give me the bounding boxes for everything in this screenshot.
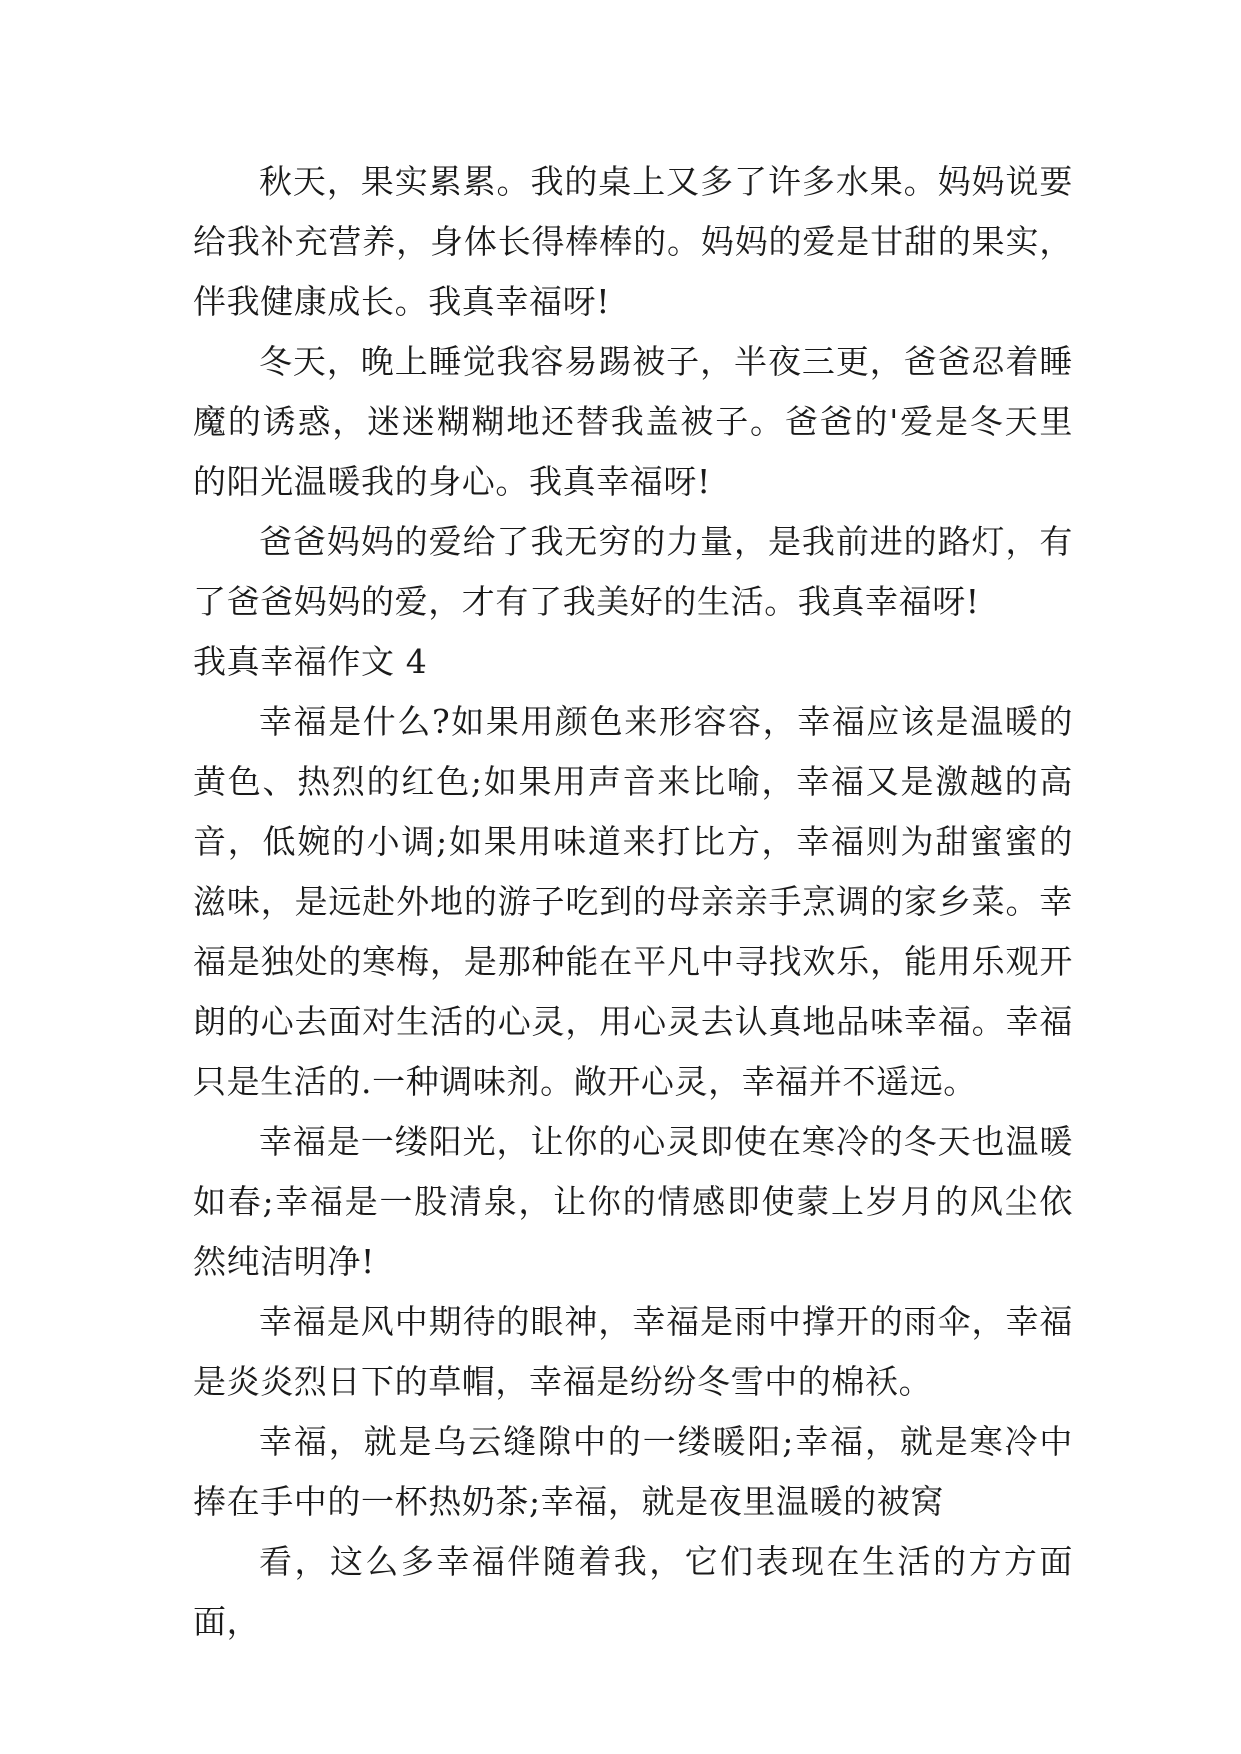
paragraph-autumn: 秋天，果实累累。我的桌上又多了许多水果。妈妈说要给我补充营养，身体长得棒棒的。妈妈的爱是甘甜的果实，伴我健康成长。我真幸福呀! [193,162,1073,321]
paragraph-sunshine: 幸福是一缕阳光，让你的心灵即使在寒冷的冬天也温暖如春;幸福是一股清泉，让你的情感即使蒙上岁月的风尘依然纯洁明净! [193,1122,1073,1281]
paragraph-warm-sun: 幸福，就是乌云缝隙中的一缕暖阳;幸福，就是寒冷中捧在手中的一杯热奶茶;幸福，就是夜里温暖的被窝 [193,1422,1073,1521]
paragraph-parents-love: 爸爸妈妈的爱给了我无穷的力量，是我前进的路灯，有了爸爸妈妈的爱，才有了我美好的生活。我真幸福呀! [193,522,1073,621]
paragraph-look: 看，这么多幸福伴随着我，它们表现在生活的方方面面， [193,1542,1073,1641]
section-title: 我真幸福作文 4 [193,642,428,681]
paragraph-eyes-umbrella: 幸福是风中期待的眼神，幸福是雨中撑开的雨伞，幸福是炎炎烈日下的草帽，幸福是纷纷冬雪中的棉袄。 [193,1302,1073,1401]
paragraph-what-is-happiness: 幸福是什么?如果用颜色来形容容，幸福应该是温暖的黄色、热烈的红色;如果用声音来比喻，幸福又是激越的高音，低婉的小调;如果用味道来打比方，幸福则为甜蜜蜜的滋味，是远赴外地的游子吃到的母亲亲手烹调的家乡菜。幸福是独处的寒梅，是那种能在平凡中寻找欢乐，能用乐观开朗的心去面对生活的心灵，用心灵去认真地品味幸福。幸福只是生活的.一种调味剂。敞开心灵，幸福并不遥远。 [193,702,1073,1101]
document-page [193,152,1073,1652]
paragraph-winter: 冬天，晚上睡觉我容易踢被子，半夜三更，爸爸忍着睡魔的诱惑，迷迷糊糊地还替我盖被子。爸爸的'爱是冬天里的阳光温暖我的身心。我真幸福呀! [193,342,1073,501]
